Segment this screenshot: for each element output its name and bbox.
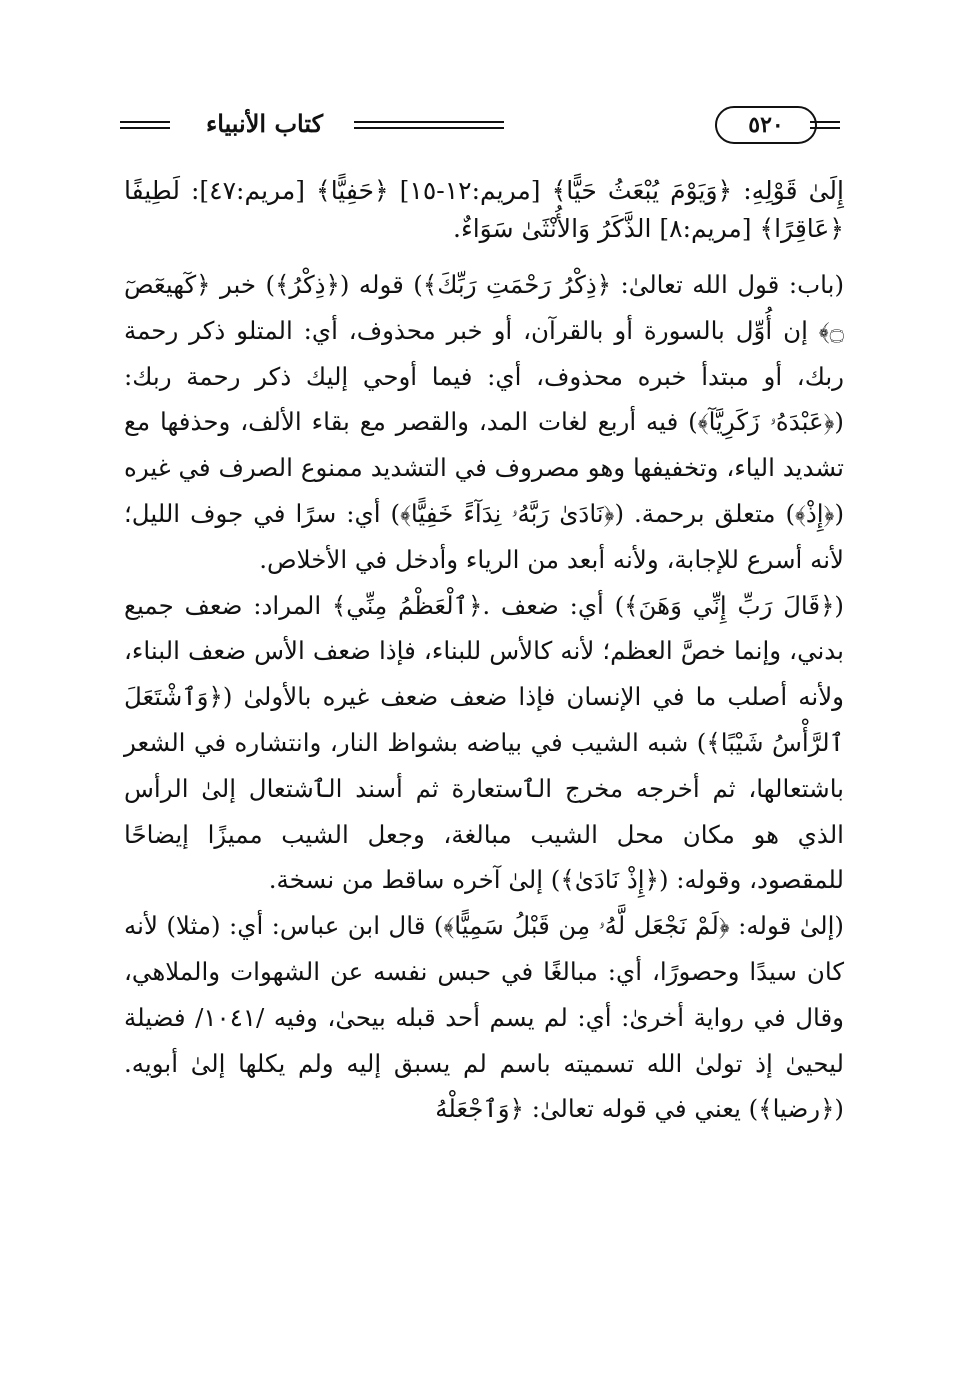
header-rule-right: [810, 121, 840, 123]
running-title: كتاب الأنبياء: [205, 109, 324, 138]
paragraph-wahana-al-azm: (﴿قَالَ رَبِّ إِنِّي وَهَنَ﴾) أي: ضعف .﴿ٱلْعَظْمُ مِنِّي﴾ المراد: ضعف جميع بدني، وإنما خصَّ العظم؛ لأنه كالأس للبناء، فإذا ضعف الأس ضعف البناء، ولأنه أصلب ما في الإنسان فإذا ضعف ضعف غيره بالأولىٰ (﴿وَٱشْتَعَلَ ٱلرَّأْسُ شَيْبًا﴾) شبه الشيب في بياضه بشواظ النار، وانتشاره في الشعر باشتعالها، ثم أخرجه مخرج الٱستعارة ثم أسند الٱشتعال إلىٰ الرأس الذي هو مكان محل الشيب مبالغة، وجعل الشيب مميزًا إيضاحًا للمقصود، وقوله: (﴿إِذْ نَادَىٰ﴾) إلىٰ آخره ساقط من نسخة.: [124, 590, 844, 895]
page-header: [120, 104, 840, 150]
page-number: ٥٢٠: [715, 106, 817, 144]
paragraph-verse-glosses: إِلَىٰ قَوْلِهِ: ﴿وَيَوْمَ يُبْعَثُ حَيًّا﴾ [مريم:١٢-١٥] ﴿حَفِيًّا﴾ [مريم:٤٧]: لَطِيفًا ﴿عَاقِرًا﴾ [مريم:٨] الذَّكَرُ وَالأُنْثَىٰ سَوَاءٌ.: [124, 176, 844, 243]
paragraph-bab-dhikr: (باب: قول الله تعالىٰ: ﴿ذِكْرُ رَحْمَتِ رَبِّكَ﴾) قوله (﴿ذِكْرُ﴾) خبر ﴿كٓهيعٓصٓ ۝﴾ إن أُوِّل بالسورة أو بالقرآن، أو خبر محذوف، أي: المتلو ذكر رحمة ربك، أو مبتدأ خبره محذوف، أي: فيما أوحي إليك ذكر رحمة ربك: (﴿عَبْدَهُۥ زَكَرِيَّآ﴾) فيه أربع لغات المد، والقصر مع بقاء الألف، وحذفها مع تشديد الياء، وتخفيفها وهو مصروف في التشديد ممنوع الصرف في غيره (﴿إِذْ﴾) متعلق برحمة. (﴿نَادَىٰ رَبَّهُۥ نِدَآءً خَفِيًّا﴾) أي: سرًا في جوف الليل؛ لأنه أسرع للإجابة، ولأنه أبعد من الرياء وأدخل في الأخلاص.: [124, 270, 844, 574]
header-rule-middle: [354, 121, 504, 123]
body-text: [124, 172, 844, 1132]
paragraph-samiyya: (إلىٰ قوله: ﴿لَمْ نَجْعَل لَّهُۥ مِن قَبْلُ سَمِيًّا﴾) قال ابن عباس: أي: (مثلا) لأنه كان سيدًا وحصورًا، أي: مبالغًا في حبس نفسه عن الشهوات والملاهي، وقال في رواية أخرىٰ: أي: لم يسم أحد قبله بيحىٰ، وفيه /١٠٤١/ فضيلة ليحيىٰ إذ تولىٰ الله تسميته باسم لم يسبق إليه ولم يكلها إلىٰ أبويه. (﴿رضيا﴾) يعني في قوله تعالىٰ: ﴿وَٱجْعَلْهُ: [124, 911, 845, 1124]
header-rule-left: [120, 121, 170, 123]
